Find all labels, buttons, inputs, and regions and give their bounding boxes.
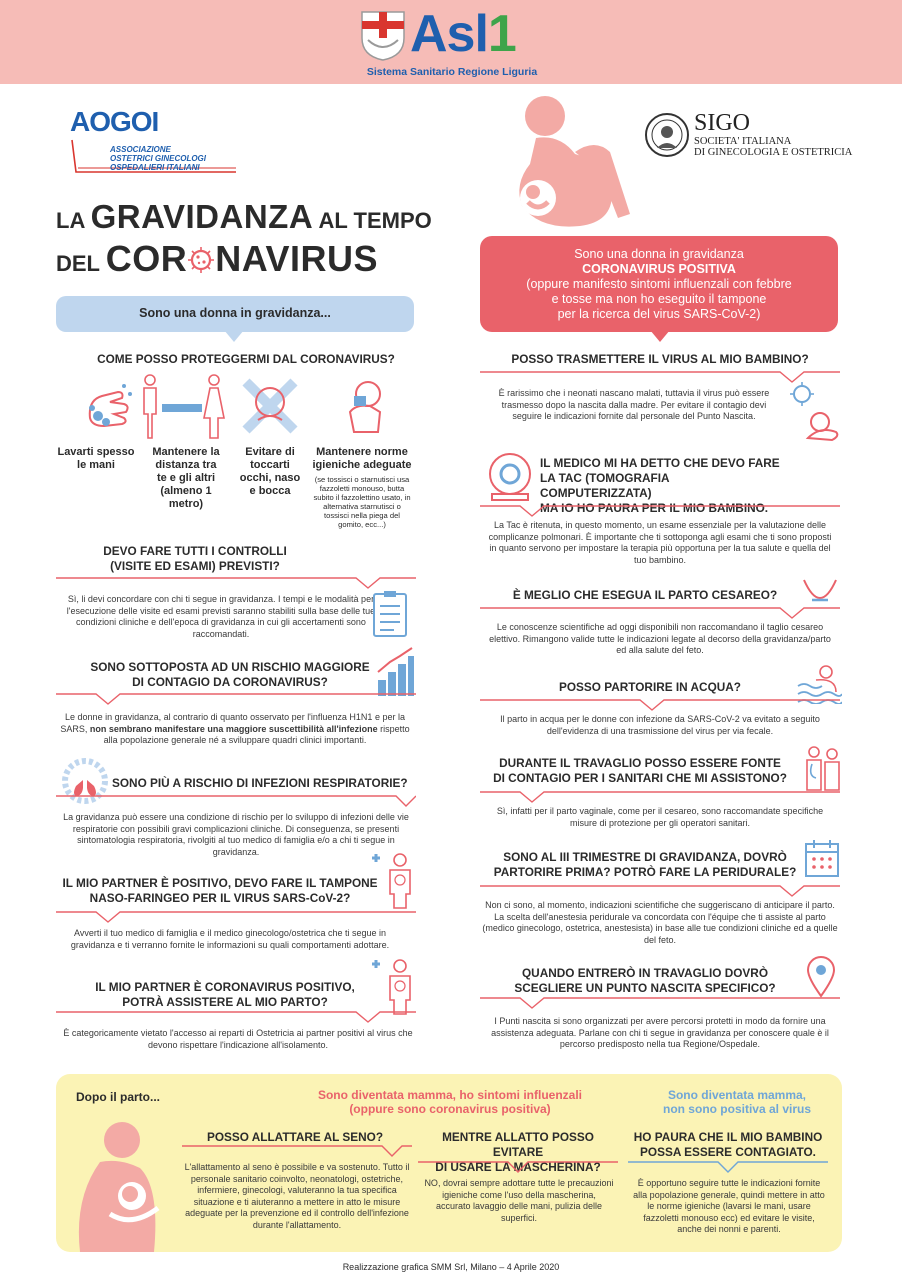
divider-mascherina [418, 1160, 618, 1174]
icon-caption-hygiene-title: Mantenere norme igieniche adeguate [312, 446, 412, 471]
virus-icon [187, 246, 215, 274]
answer-acqua: Il parto in acqua per le donne con infezione da SARS-CoV-2 va evitato a seguito dell'evidenza di una trasmissione del virus per via fecale. [500, 714, 820, 736]
answer-cesareo: Le conoscenze scientifiche ad oggi disponibili non raccomandano il taglio cesareo elettivo. Rimangono valide tutte le indicazioni legate al decorso della gravidanza/parto ed alla salute del feto. [489, 622, 831, 655]
no-touch-face-icon [240, 376, 300, 436]
question-trimestre-line-2: PARTORIRE PRIMA? POTRÒ FARE LA PERIDURALE? [493, 865, 797, 879]
sigo-subtitle [694, 136, 854, 158]
pregnant-woman-icon [500, 94, 650, 244]
clipboard-icon [372, 590, 408, 638]
question-rischio-line-2: DI CONTAGIO DA CORONAVIRUS? [132, 675, 328, 689]
mother-negative-line-2: non sono positiva al virus [662, 1102, 812, 1116]
sigo-line-1: SOCIETA' ITALIANA [694, 136, 792, 147]
aogoi-line-2: OSTETRICI GINECOLOGI [110, 154, 207, 163]
icon-caption-wash: Lavarti spesso le mani [57, 446, 135, 471]
mother-positive-heading [260, 1088, 640, 1116]
cough-elbow-icon [340, 376, 390, 436]
divider-punto [480, 996, 840, 1010]
question-rischio [80, 660, 380, 690]
question-assistere [80, 980, 370, 1010]
answer-respiratorie: La gravidanza può essere una condizione di rischio per lo sviluppo di infezioni delle vie respiratorie con possibili gravi complicazioni cliniche. Di conseguenza, se presenti sintomatologia respiratoria, rivolgiti al tuo medico di famiglia e/o a chi ti segue in gravidanza. [63, 812, 409, 857]
divider-paura [628, 1160, 828, 1174]
question-trimestre-line-1: SONO AL III TRIMESTRE DI GRAVIDANZA, DOVRÒ [503, 850, 787, 864]
divider-assistere [56, 1010, 416, 1024]
page-title-line-2: DEL COR NAVIRUS [56, 238, 379, 279]
asl-logo-text: Asl1 [410, 5, 516, 63]
answer-trimestre: Non ci sono, al momento, indicazioni scientifiche che suggeriscano di anticipare il parto. La scelta dell'anestesia peridurale va concordata con l'équipe che ti assiste al parto (medico ginecologo, ostetrica, anestesista) in base alle tue condizioni cliniche ed a quelle del feto. [482, 900, 838, 945]
right-bubble-line-4: e tosse ma non ho eseguito il tampone [551, 292, 767, 306]
question-assistere-line-2: POTRÀ ASSISTERE AL MIO PARTO? [122, 995, 328, 1009]
newborn-virus-icon [786, 380, 842, 442]
divider-trimestre [480, 884, 840, 898]
question-tac-line-1: IL MEDICO MI HA DETTO CHE DEVO FARE [540, 456, 780, 470]
question-paura-line-2: POSSA ESSERE CONTAGIATO. [640, 1145, 816, 1159]
question-punto-line-1: QUANDO ENTRERÒ IN TRAVAGLIO DOVRÒ [522, 966, 768, 980]
question-partner-line-2: NASO-FARINGEO PER IL VIRUS SARS-CoV-2? [89, 891, 351, 905]
question-travaglio-line-1: DURANTE IL TRAVAGLIO POSSO ESSERE FONTE [499, 756, 781, 770]
divider-respiratorie [56, 794, 416, 808]
answer-partner: Avverti il tuo medico di famiglia e il medico ginecologo/ostetrica che ti segue in gravidanza e ti verranno fornite le informazioni su quali comportamenti adottare. [70, 928, 390, 950]
divider-rischio [56, 692, 416, 706]
divider-cesareo [480, 606, 840, 620]
calendar-icon [804, 838, 840, 878]
distance-icon [140, 374, 226, 440]
left-bubble-text: Sono una donna in gravidanza... [139, 306, 331, 320]
divider-tac [480, 504, 840, 518]
icon-caption-hygiene [312, 446, 412, 529]
right-bubble-line-3: (oppure manifesto sintomi influenzali con febbre [526, 277, 792, 291]
question-tac-line-3: MA IO HO PAURA PER IL MIO BAMBINO. [540, 501, 769, 515]
question-paura-line-1: HO PAURA CHE IL MIO BAMBINO [633, 1130, 823, 1144]
divider-travaglio [480, 790, 840, 804]
question-partner-line-1: IL MIO PARTNER È POSITIVO, DEVO FARE IL TAMPONE [62, 876, 378, 890]
sigo-seal-icon [644, 112, 690, 158]
location-pin-icon [806, 956, 836, 998]
aogoi-line-3: OSPEDALIERI ITALIANI [110, 163, 200, 172]
question-controlli [80, 544, 310, 574]
aogoi-subtitle [110, 145, 250, 172]
question-mascherina-line-1: MENTRE ALLATTO POSSO EVITARE [442, 1130, 594, 1159]
question-partner [60, 876, 380, 906]
question-protect: COME POSSO PROTEGGERMI DAL CORONAVIRUS? [97, 352, 395, 366]
page-title-line-1: LA GRAVIDANZA AL TEMPO [56, 198, 432, 235]
hand-wash-icon [84, 378, 134, 438]
icon-caption-hygiene-detail: (se tossisci o starnutisci usa fazzoletti monouso, butta subito il fazzolettino usato, in alternativa starnutisci o tossisci nella piega del gomito, ecc...) [313, 475, 411, 529]
answer-mascherina: NO, dovrai sempre adottare tutte le precauzioni igieniche come l'uso della mascherina, accurato lavaggio delle mani, pulizia delle superfici. [424, 1178, 614, 1223]
answer-controlli: Sì, li devi concordare con chi ti segue in gravidanza. I tempi e le modalità per l'esecuzione delle visite ed esami previsti saranno stabiliti sulla base delle tue condizioni cliniche e dell'epoca di gravidanza in cui gli accertamenti sono raccomandati. [66, 594, 376, 639]
question-controlli-line-1: DEVO FARE TUTTI I CONTROLLI [103, 544, 287, 558]
question-punto [490, 966, 800, 996]
liguria-shield-icon [360, 8, 406, 62]
mother-negative-heading [632, 1088, 842, 1116]
aogoi-logo-text: AOGOI [70, 106, 159, 137]
divider-controlli [56, 576, 416, 590]
after-birth-title: Dopo il parto... [76, 1090, 160, 1104]
question-assistere-line-1: IL MIO PARTNER È CORONAVIRUS POSITIVO, [95, 980, 355, 994]
mother-negative-line-1: Sono diventata mamma, [667, 1088, 807, 1102]
question-allattare: POSSO ALLATTARE AL SENO? [206, 1130, 384, 1144]
question-punto-line-2: SCEGLIERE UN PUNTO NASCITA SPECIFICO? [514, 981, 776, 995]
question-paura [630, 1130, 826, 1160]
answer-paura: È opportuno seguire tutte le indicazioni fornite alla popolazione generale, quindi mettere in atto le norme igieniche (lavarsi le mani, usare fazzoletti monouso ecc) ed evitare le visite, anche dei nonni e parenti. [633, 1178, 825, 1234]
right-bubble-line-5: per la ricerca del virus SARS-CoV-2) [557, 307, 761, 321]
question-trasmettere: POSSO TRASMETTERE IL VIRUS AL MIO BAMBINO? [511, 352, 809, 366]
mother-positive-line-1: Sono diventata mamma, ho sintomi influenzali [317, 1088, 583, 1102]
question-travaglio [480, 756, 800, 786]
right-bubble-tail [650, 330, 670, 342]
icon-caption-distance: Mantenere la distanza tra te e gli altri (almeno 1 metro) [152, 446, 220, 510]
answer-rischio: Le donne in gravidanza, al contrario di quanto osservato per l'influenza H1N1 e per la SARS, non sembrano manifestare una maggiore suscettibilità all'infezione rispetto alla popolazione generale né a sviluppare quadri clinici importanti. [60, 712, 410, 745]
mother-positive-line-2: (oppure sono coronavirus positiva) [349, 1102, 551, 1116]
right-bubble-text [480, 247, 838, 322]
answer-trasmettere: È rarissimo che i neonati nascano malati, tuttavia il virus può essere trasmesso dopo la nascita dalla madre. Per evitare il contagio devi seguire le indicazioni fornite dal personale del Punto Nascita. [498, 388, 770, 421]
question-cesareo: È MEGLIO CHE ESEGUA IL PARTO CESAREO? [512, 588, 778, 602]
right-bubble-line-2: CORONAVIRUS POSITIVA [582, 262, 736, 276]
answer-assistere: È categoricamente vietato l'accesso ai reparti di Ostetricia ai partner positivi al virus che devono rispettare l'indicazione all'isolamento. [63, 1028, 413, 1050]
divider-acqua [480, 698, 840, 712]
question-tac-line-2: LA TAC (TOMOGRAFIA COMPUTERIZZATA) [540, 471, 670, 500]
partner-delivery-icon [370, 956, 416, 1016]
asl-subtitle: Sistema Sanitario Regione Liguria [366, 66, 538, 78]
aogoi-line-1: ASSOCIAZIONE [110, 145, 171, 154]
answer-tac: La Tac è ritenuta, in questo momento, un esame essenziale per la valutazione delle complicanze polmonari. È importante che ti sottoponga agli esami che ti sono proposti in quanto servono per impostare la terapia più opportuna per la tua salute e quella del tuo bambino. [488, 520, 832, 565]
question-mascherina-line-2: DI USARE LA MASCHERINA? [435, 1160, 601, 1174]
divider-allattare [182, 1144, 412, 1158]
ct-scan-icon [484, 450, 536, 502]
question-controlli-line-2: (VISITE ED ESAMI) PREVISTI? [110, 559, 280, 573]
sigo-line-2: DI GINECOLOGIA E OSTETRICIA [694, 147, 853, 158]
icon-caption-no-touch: Evitare di toccarti occhi, naso e bocca [239, 446, 301, 497]
question-rischio-line-1: SONO SOTTOPOSTA AD UN RISCHIO MAGGIORE [90, 660, 370, 674]
doctors-icon [804, 744, 842, 792]
footer-credits: Realizzazione grafica SMM Srl, Milano – 4 Aprile 2020 [342, 1262, 560, 1272]
answer-punto: I Punti nascita si sono organizzati per avere percorsi protetti in modo da fornire una assistenza adeguata. Parlane con chi ti segue in gravidanza per conoscere quale è il percorso predisposto nella tua Regione/Ospedale. [491, 1016, 829, 1049]
right-bubble-line-1: Sono una donna in gravidanza [574, 247, 744, 261]
divider-partner [56, 910, 416, 924]
question-respiratorie: SONO PIÙ A RISCHIO DI INFEZIONI RESPIRATORIE? [112, 776, 408, 790]
sigo-logo-text: SIGO [694, 110, 751, 136]
answer-travaglio: Sì, infatti per il parto vaginale, come per il cesareo, sono raccomandate specifiche misure di protezione per gli operatori sanitari. [496, 806, 824, 828]
answer-allattare: L'allattamento al seno è possibile e va sostenuto. Tutto il personale sanitario coinvolto, neonatologi, ostetriche, infermiere, ginecologi, valuteranno la tua specifica situazione e ti aiuteranno a mettere in atto le misure adeguate per la prevenzione ed il controllo dell'infezione durante l'allattamento. [184, 1162, 410, 1230]
bar-growth-icon [376, 646, 416, 698]
question-travaglio-line-2: DI CONTAGIO PER I SANITARI CHE MI ASSISTONO? [493, 771, 787, 785]
question-acqua: POSSO PARTORIRE IN ACQUA? [559, 680, 741, 694]
left-bubble-tail [224, 330, 244, 342]
mother-breastfeeding-icon [70, 1118, 180, 1252]
question-trimestre [490, 850, 800, 880]
